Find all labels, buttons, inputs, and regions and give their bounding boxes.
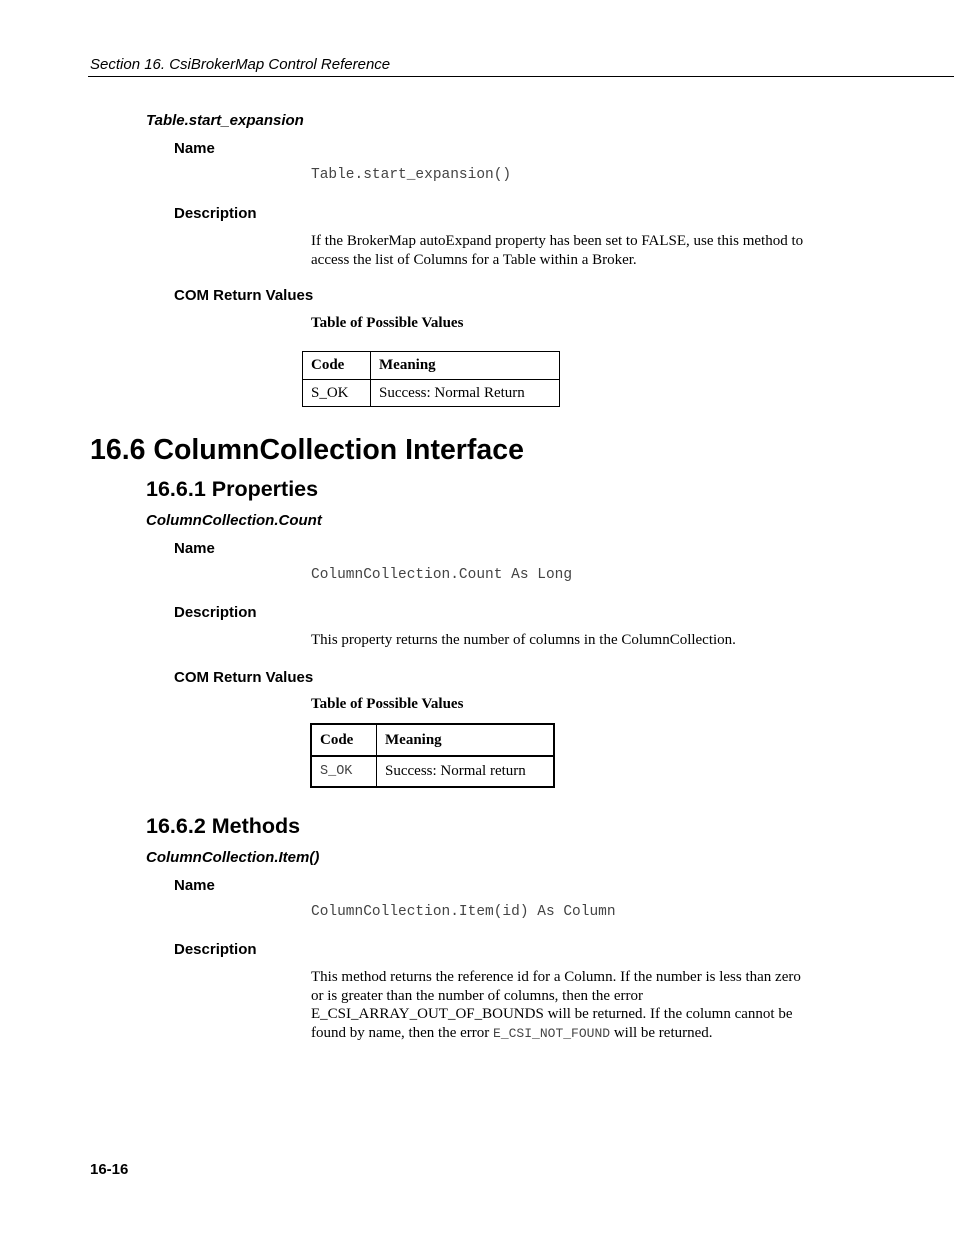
- count-com-label: COM Return Values: [174, 669, 314, 686]
- page-number: 16-16: [90, 1161, 129, 1178]
- table-cell-meaning: Success: Normal Return: [371, 380, 560, 407]
- item-title: ColumnCollection.Item(): [146, 849, 320, 866]
- running-header: Section 16. CsiBrokerMap Control Reference: [90, 56, 391, 73]
- count-signature: ColumnCollection.Count As Long: [311, 567, 573, 583]
- table-header-row: [311, 724, 554, 756]
- section-heading: 16.6 ColumnCollection Interface: [90, 434, 524, 466]
- item-description-label: Description: [174, 941, 257, 958]
- start-expansion-signature: Table.start_expansion(): [311, 167, 512, 183]
- item-description-text: This method returns the reference id for a Column. If the number is less than zero or is greater than the number of columns, then the error E_CSI_ARRAY_OUT_OF_BOUNDS will be returned. If the column cannot be found by name, then the error: [311, 969, 801, 1041]
- item-description-text-end: will be returned.: [610, 1024, 713, 1041]
- start-expansion-description-label: Description: [174, 205, 257, 222]
- item-name-label: Name: [174, 877, 215, 894]
- count-values-table: [310, 723, 555, 788]
- header-rule: [88, 76, 954, 77]
- table-cell-meaning: Success: Normal return: [377, 756, 555, 787]
- properties-heading: 16.6.1 Properties: [146, 477, 319, 501]
- table-row: [311, 756, 554, 787]
- count-description-label: Description: [174, 604, 257, 621]
- count-table-caption: Table of Possible Values: [311, 696, 464, 712]
- table-cell-code: S_OK: [303, 380, 371, 407]
- start-expansion-name-label: Name: [174, 140, 215, 157]
- start-expansion-description: If the BrokerMap autoExpand property has been set to FALSE, use this method to access the list of Columns for a Table within a Broker.: [311, 233, 804, 268]
- table-header-cell: Code: [303, 352, 371, 380]
- start-expansion-title: Table.start_expansion: [146, 112, 304, 129]
- count-description: This property returns the number of columns in the ColumnCollection.: [311, 632, 736, 648]
- count-name-label: Name: [174, 540, 215, 557]
- count-title: ColumnCollection.Count: [146, 512, 322, 529]
- item-description: [311, 968, 801, 1043]
- start-expansion-values-table: [302, 351, 560, 407]
- item-description-code: E_CSI_NOT_FOUND: [493, 1025, 611, 1041]
- table-header-cell: Meaning: [371, 352, 560, 380]
- methods-heading: 16.6.2 Methods: [146, 814, 301, 838]
- table-header-row: [303, 352, 560, 380]
- table-cell-code: S_OK: [311, 756, 377, 787]
- start-expansion-com-label: COM Return Values: [174, 287, 314, 304]
- table-row: [303, 380, 560, 407]
- item-signature: ColumnCollection.Item(id) As Column: [311, 904, 616, 920]
- table-header-cell: Code: [311, 724, 377, 756]
- table-header-cell: Meaning: [377, 724, 555, 756]
- start-expansion-table-caption: Table of Possible Values: [311, 315, 464, 331]
